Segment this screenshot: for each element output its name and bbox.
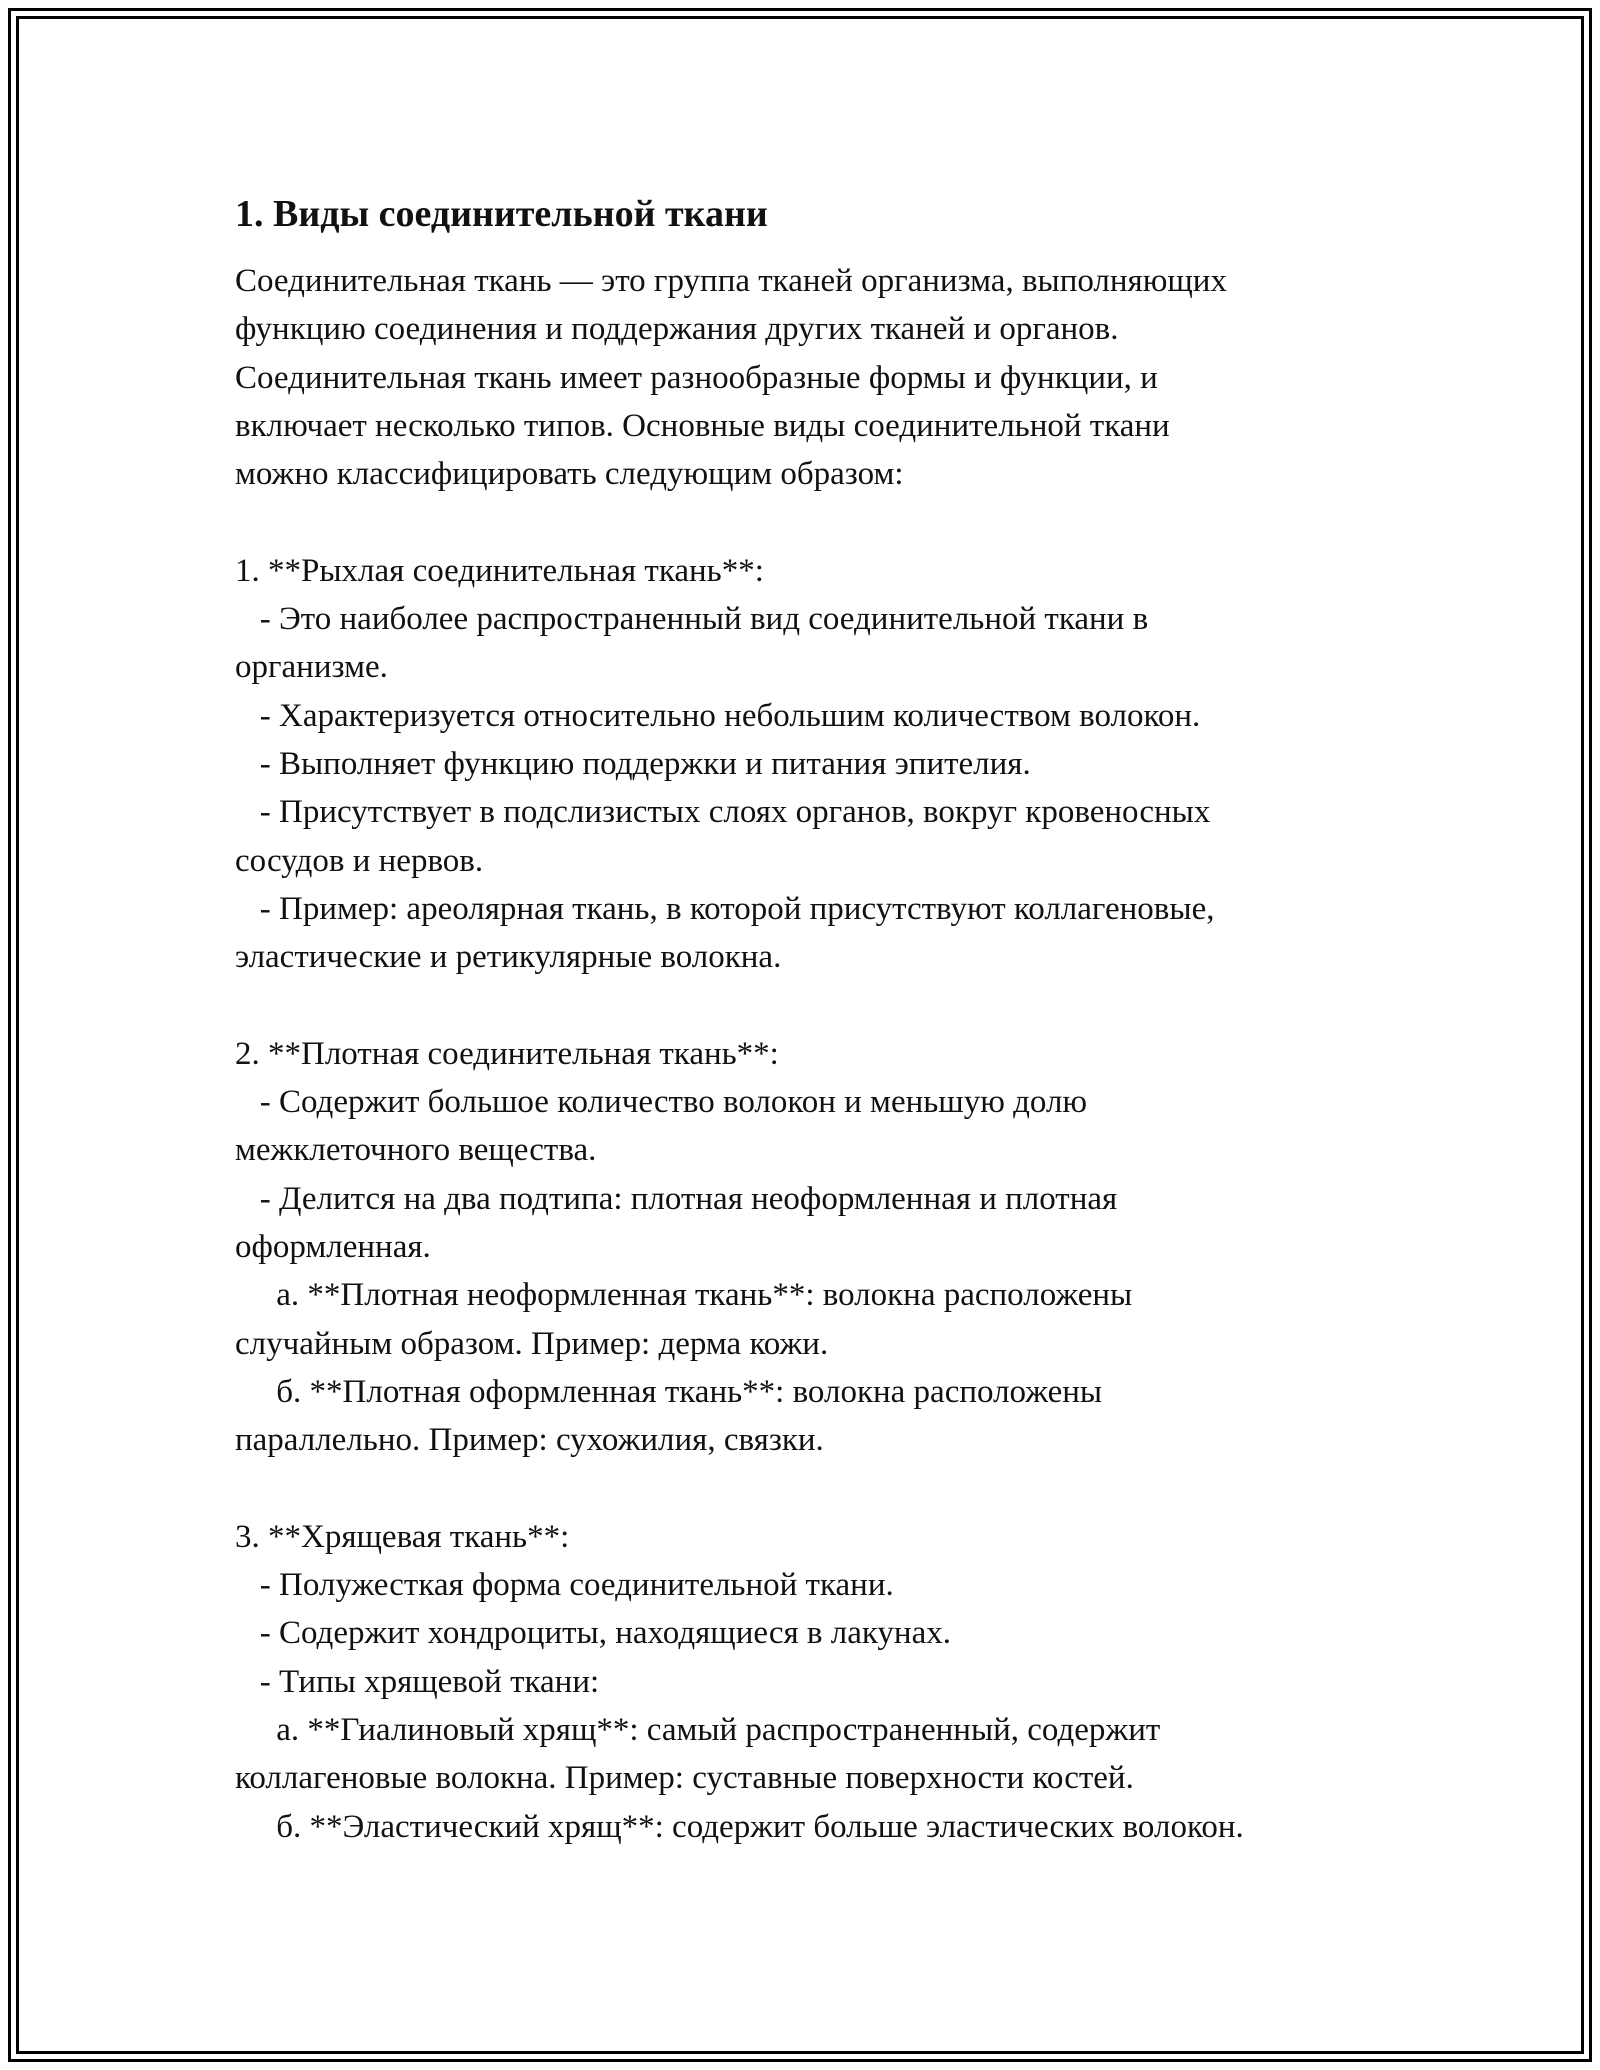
- text-line: оформленная.: [235, 1228, 431, 1265]
- text-line: параллельно. Пример: сухожилия, связки.: [235, 1422, 824, 1459]
- text-line: организме.: [235, 649, 388, 686]
- text-line: а. **Гиалиновый хрящ**: самый распространенный, содержит: [235, 1711, 1161, 1748]
- paragraph-lines: [235, 257, 1395, 1851]
- blank-line: [235, 981, 1395, 1029]
- text-line: - Характеризуется относительно небольшим количеством волокон.: [235, 697, 1201, 734]
- text-line: 2. **Плотная соединительная ткань**:: [235, 1035, 779, 1072]
- text-line: межклеточного вещества.: [235, 1132, 597, 1169]
- text-line: коллагеновые волокна. Пример: суставные поверхности костей.: [235, 1760, 1134, 1797]
- text-line: - Присутствует в подслизистых слоях органов, вокруг кровеносных: [235, 794, 1211, 831]
- text-line: - Содержит хондроциты, находящиеся в лакунах.: [235, 1615, 951, 1652]
- text-line: сосудов и нервов.: [235, 842, 484, 879]
- text-line: б. **Плотная оформленная ткань**: волокна расположены: [235, 1373, 1103, 1410]
- text-line: - Делится на два подтипа: плотная неоформленная и плотная: [235, 1180, 1118, 1217]
- text-line: - Полужесткая форма соединительной ткани.: [235, 1567, 894, 1604]
- text-line: Соединительная ткань — это группа тканей организма, выполняющих: [235, 263, 1227, 299]
- document-body: [235, 185, 1395, 1851]
- text-line: - Типы хрящевой ткани:: [235, 1663, 600, 1700]
- text-line: функцию соединения и поддержания других тканей и органов.: [235, 311, 1119, 348]
- text-line: - Выполняет функцию поддержки и питания эпителия.: [235, 745, 1031, 782]
- text-line: 3. **Хрящевая ткань**:: [235, 1518, 570, 1555]
- text-line: - Пример: ареолярная ткань, в которой присутствуют коллагеновые,: [235, 890, 1215, 927]
- blank-line: [235, 498, 1395, 546]
- blank-line: [235, 1464, 1395, 1512]
- section-heading: 1. Виды соединительной ткани: [235, 193, 768, 235]
- text-line: а. **Плотная неоформленная ткань**: волокна расположены: [235, 1277, 1133, 1314]
- text-line: случайным образом. Пример: дерма кожи.: [235, 1325, 829, 1362]
- text-line: б. **Эластический хрящ**: содержит больше эластических волокон.: [235, 1808, 1244, 1845]
- text-line: 1. **Рыхлая соединительная ткань**:: [235, 552, 764, 589]
- text-line: - Содержит большое количество волокон и меньшую долю: [235, 1084, 1088, 1121]
- text-line: Соединительная ткань имеет разнообразные формы и функции, и: [235, 359, 1158, 396]
- text-line: эластические и ретикулярные волокна.: [235, 939, 782, 976]
- text-line: - Это наиболее распространенный вид соединительной ткани в: [235, 601, 1149, 638]
- text-line: можно классифицировать следующим образом:: [235, 456, 904, 493]
- text-line: включает несколько типов. Основные виды соединительной ткани: [235, 407, 1170, 444]
